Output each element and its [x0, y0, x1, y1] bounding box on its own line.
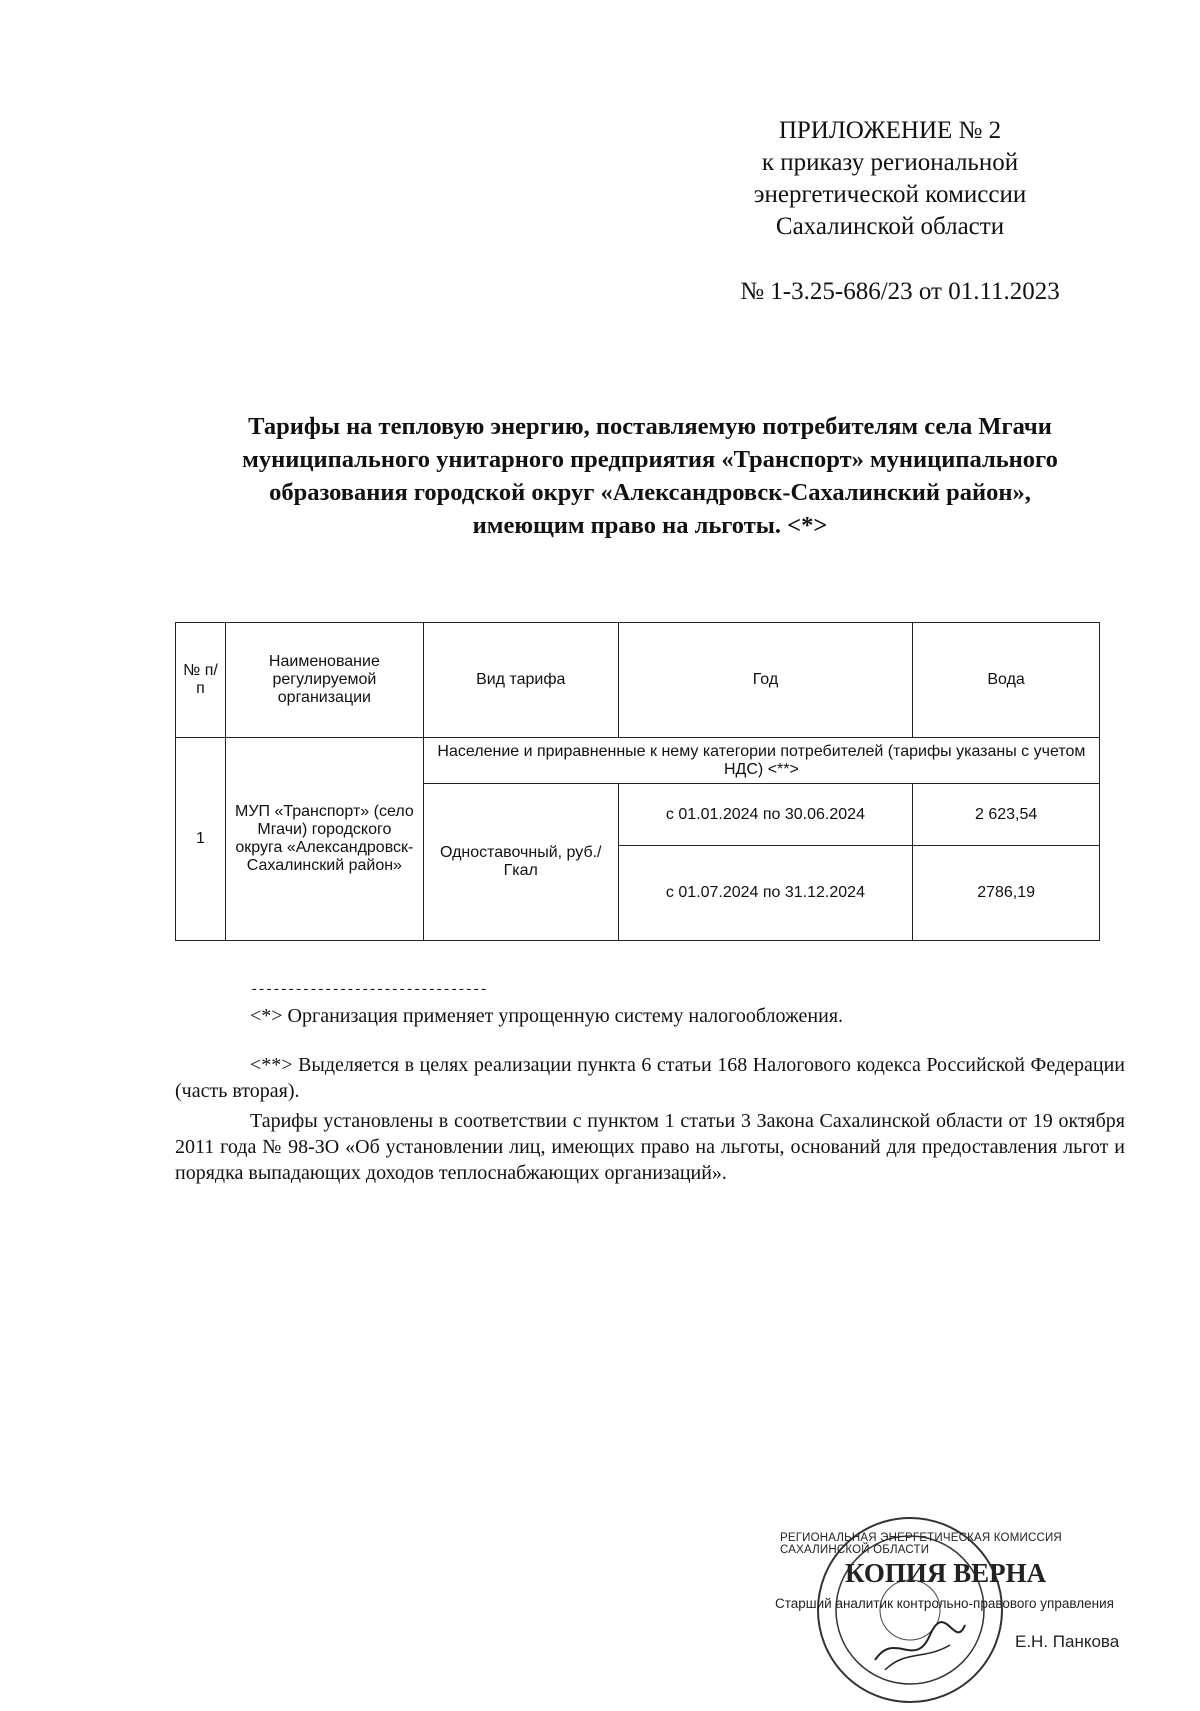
stamp-position: Старший аналитик контрольно-правового управления — [775, 1596, 1114, 1611]
title-line: Тарифы на тепловую энергию, поставляемую потребителям села Мгачи — [248, 413, 1052, 440]
stamp-copy-certified: КОПИЯ ВЕРНА — [845, 1558, 1047, 1588]
header-year: Год — [618, 623, 913, 738]
footnote-separator: -------------------------------- — [250, 982, 487, 998]
period-cell: с 01.01.2024 по 30.06.2024 — [618, 784, 913, 846]
title-line: имеющим право на льготы. <*> — [472, 512, 828, 539]
appendix-line: ПРИЛОЖЕНИЕ № 2 — [778, 117, 1002, 144]
legal-basis-paragraph: Тарифы установлены в соответствии с пунктом 1 статьи 3 Закона Сахалинской области от 19 октября 2011 года № 98-ЗО «Об установлении лиц, имеющих право на льготы, оснований для предоставления льгот и порядка выпадающих доходов теплоснабжающих организаций». — [175, 1110, 1125, 1184]
period-cell: с 01.07.2024 по 31.12.2024 — [618, 846, 913, 941]
footnote-1: <*> Организация применяет упрощенную систему налогообложения. — [250, 1005, 844, 1027]
tariff-type-cell: Одноставочный, руб./Гкал — [423, 784, 618, 941]
footnote-2: <**> Выделяется в целях реализации пункта 6 статьи 168 Налогового кодекса Российской Федерации (часть вторая). — [175, 1054, 1125, 1102]
appendix-line: к приказу региональной — [761, 149, 1019, 176]
stamp-name: Е.Н. Панкова — [1015, 1632, 1120, 1651]
value-cell: 2786,19 — [913, 846, 1100, 941]
title-line: образования городской округ «Александровск-Сахалинский район», — [269, 479, 1031, 506]
category-cell: Население и приравненные к нему категории потребителей (тарифы указаны с учетом НДС) <**> — [423, 738, 1099, 784]
value-cell: 2 623,54 — [913, 784, 1100, 846]
header-water: Вода — [913, 623, 1100, 738]
table-header-row — [176, 623, 1100, 738]
header-tariff-type: Вид тарифа — [423, 623, 618, 738]
document-title — [170, 410, 1130, 542]
certification-stamp — [770, 1510, 1150, 1710]
appendix-header — [720, 115, 1060, 243]
appendix-line: Сахалинской области — [775, 213, 1005, 240]
header-org: Наименование регулируемой организации — [225, 623, 423, 738]
footnote-paragraphs — [175, 1052, 1125, 1190]
order-reference: № 1-3.25-686/23 от 01.11.2023 — [740, 278, 1060, 305]
stamp-org: РЕГИОНАЛЬНАЯ ЭНЕРГЕТИЧЕСКАЯ КОМИССИЯ САХАЛИНСКОЙ ОБЛАСТИ — [780, 1532, 1062, 1556]
header-num: № п/п — [176, 623, 226, 738]
row-number: 1 — [176, 738, 226, 941]
title-line: муниципального унитарного предприятия «Транспорт» муниципального — [242, 446, 1058, 473]
org-name-cell: МУП «Транспорт» (село Мгачи) городского округа «Александровск-Сахалинский район» — [225, 738, 423, 941]
tariff-table — [175, 622, 1100, 941]
appendix-line: энергетической комиссии — [753, 181, 1027, 208]
table-row — [176, 738, 1100, 784]
